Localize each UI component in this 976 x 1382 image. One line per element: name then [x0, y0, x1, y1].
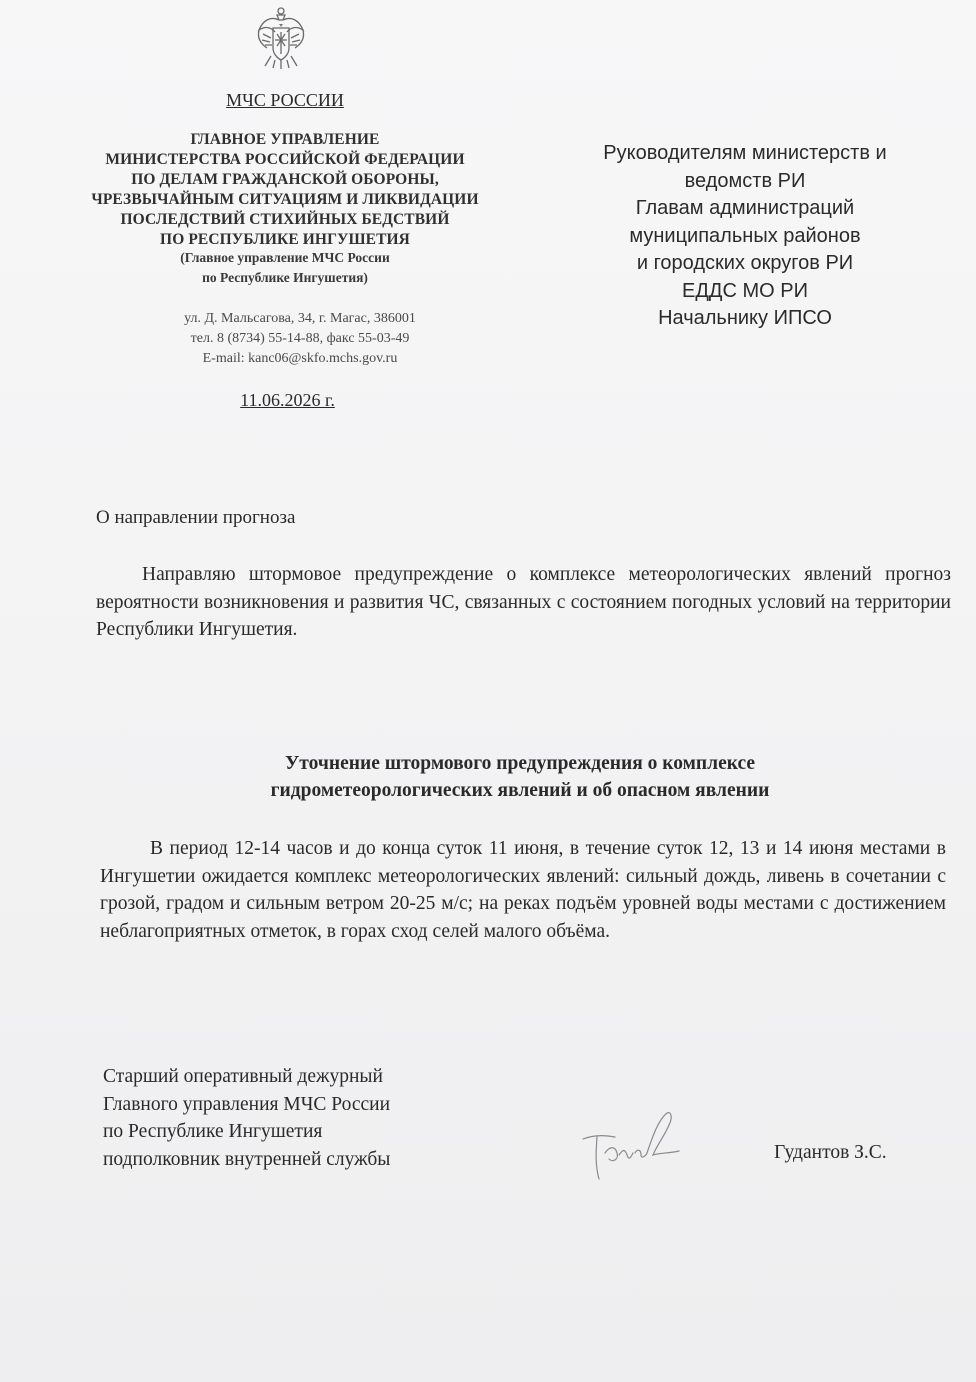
recipient-line: Руководителям министерств и: [603, 142, 887, 164]
address: ул. Д. Мальсагова, 34, г. Магас, 386001: [184, 311, 416, 326]
signer-line: Старший оперативный дежурный: [103, 1066, 383, 1087]
recipient-line: и городских округов РИ: [636, 252, 854, 274]
org-short-line: по Республике Ингушетия): [202, 270, 368, 285]
organization-title: [60, 130, 510, 250]
heading-line: гидрометеорологических явлений и об опасном явлении: [270, 780, 770, 801]
signer-name: Гудантов З.С.: [774, 1142, 887, 1163]
recipient-line: Начальнику ИПСО: [658, 307, 832, 329]
heading-line: Уточнение штормового предупреждения о комплексе: [284, 753, 756, 774]
signer-position: [103, 1063, 523, 1173]
phone: тел. 8 (8734) 55-14-88, факс 55-03-49: [190, 331, 410, 346]
mchs-emblem-icon: [253, 4, 309, 72]
handwritten-signature: [575, 1105, 685, 1190]
recipient-line: Главам администраций: [635, 197, 855, 219]
org-line: ПО ДЕЛАМ ГРАЖДАНСКОЙ ОБОРОНЫ,: [131, 171, 439, 188]
warning-body: В период 12-14 часов и до конца суток 11 июня, в течение суток 12, 13 и 14 июня местами в Ингушетии ожидается комплекс метеорологических явлений: сильный дождь, ливень в сочетании с грозой, градом и сильным ветром 20-25 м/с; на реках подъём уровней воды местами с достижением неблагоприятных отметок, в горах сход селей малого объёма.: [100, 838, 946, 942]
contact-block: [100, 309, 500, 369]
letter-date: 11.06.2026 г.: [240, 390, 335, 410]
org-short-line: (Главное управление МЧС России: [180, 250, 390, 265]
letter-subject: О направлении прогноза: [96, 507, 296, 528]
email: E-mail: kanc06@skfo.mchs.gov.ru: [202, 351, 398, 366]
signer-line: Главного управления МЧС России: [103, 1093, 391, 1115]
organization-short-name: [100, 248, 470, 288]
signer-line: по Республике Ингушетия: [103, 1121, 323, 1142]
org-line: МИНИСТЕРСТВА РОССИЙСКОЙ ФЕДЕРАЦИИ: [105, 151, 465, 168]
org-line: ЧРЕЗВЫЧАЙНЫМ СИТУАЦИЯМ И ЛИКВИДАЦИИ: [91, 191, 479, 208]
recipient-line: ведомств РИ: [684, 169, 806, 192]
org-line: ПОСЛЕДСТВИЙ СТИХИЙНЫХ БЕДСТВИЙ: [120, 211, 450, 228]
org-line: ГЛАВНОЕ УПРАВЛЕНИЕ: [190, 131, 380, 148]
recipient-line: ЕДДС МО РИ: [682, 279, 808, 302]
warning-heading: [170, 750, 870, 804]
recipients-block: [560, 140, 930, 333]
agency-name: МЧС РОССИИ: [226, 90, 344, 110]
org-line: ПО РЕСПУБЛИКЕ ИНГУШЕТИЯ: [160, 231, 410, 248]
intro-paragraph: Направляю штормовое предупреждение о комплексе метеорологических явлений прогноз вероятности возникновения и развития ЧС, связанных с состоянием погодных условий на территории Республики Ингушетия.: [96, 564, 951, 640]
recipient-line: муниципальных районов: [629, 224, 861, 247]
signer-line: подполковник внутренней службы: [103, 1148, 391, 1170]
